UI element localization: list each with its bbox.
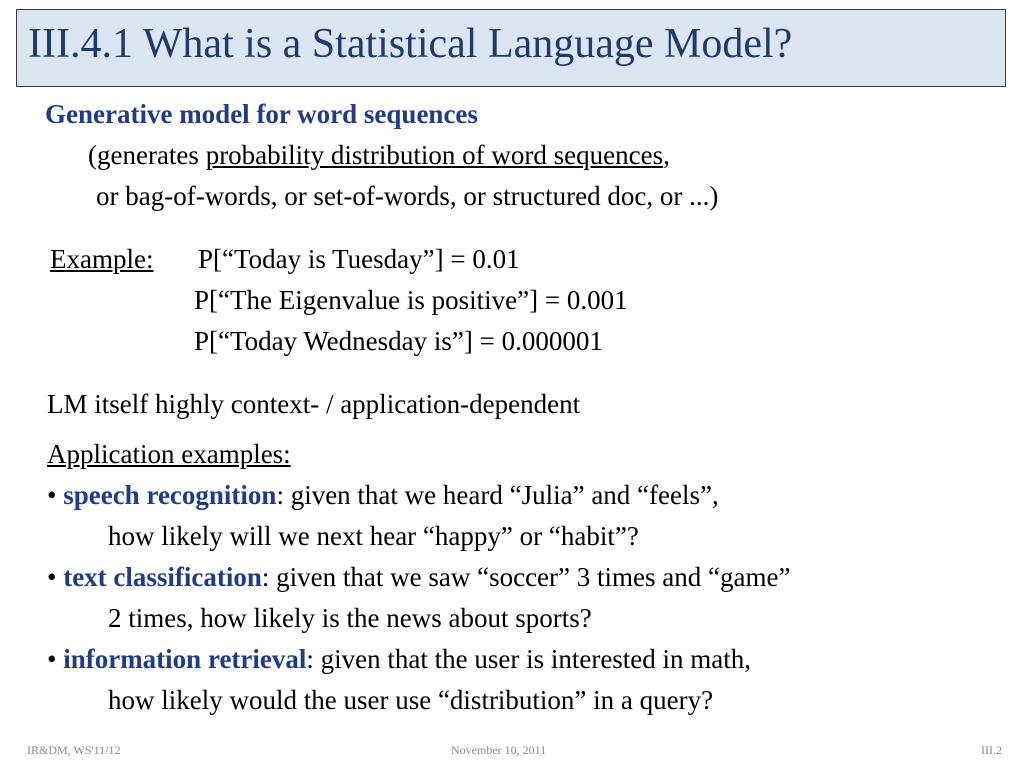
- application-information-retrieval: [47, 643, 751, 675]
- application-information-retrieval-cont: how likely would the user use “distribution” in a query?: [108, 685, 714, 715]
- footer-page-number: III.2: [981, 743, 1002, 757]
- application-speech-recognition-cont: how likely will we next hear “happy” or “habit”?: [108, 521, 639, 551]
- example-item-3: P[“Today Wednesday is”] = 0.000001: [194, 326, 603, 356]
- application-text-classification-cont: 2 times, how likely is the news about sports?: [108, 603, 592, 633]
- context-line: LM itself highly context- / application-dependent: [47, 389, 581, 419]
- application-term: speech recognition: [63, 480, 277, 510]
- application-text: : given that we heard “Julia” and “feels”,: [276, 480, 719, 510]
- title-box: [16, 9, 1006, 87]
- intro-line-2-underlined: probability distribution of word sequences: [205, 140, 664, 170]
- intro-line-2-suffix: ,: [663, 140, 670, 170]
- bullet: •: [47, 644, 57, 674]
- intro-line-3: or bag-of-words, or set-of-words, or structured doc, or ...): [96, 181, 719, 211]
- application-text: : given that we saw “soccer” 3 times and “game”: [261, 562, 791, 592]
- bullet: •: [47, 480, 57, 510]
- application-term: text classification: [63, 562, 262, 592]
- intro-line-2-prefix: (generates: [88, 140, 206, 170]
- example-label: Example:: [50, 244, 154, 274]
- application-text-classification: [47, 561, 790, 593]
- slide-title: III.4.1 What is a Statistical Language Model?: [28, 21, 793, 67]
- application-text: : given that the user is interested in math,: [306, 644, 752, 674]
- applications-heading: Application examples:: [47, 439, 291, 469]
- application-speech-recognition: [47, 479, 719, 511]
- footer-date: November 10, 2011: [451, 743, 547, 757]
- example-item-2: P[“The Eigenvalue is positive”] = 0.001: [194, 285, 628, 315]
- bullet: •: [47, 562, 57, 592]
- example-item-1: P[“Today is Tuesday”] = 0.01: [198, 244, 520, 274]
- application-term: information retrieval: [63, 644, 307, 674]
- footer-course: IR&DM, WS'11/12: [27, 743, 121, 757]
- intro-heading: Generative model for word sequences: [45, 99, 478, 129]
- intro-line-2: [88, 139, 670, 171]
